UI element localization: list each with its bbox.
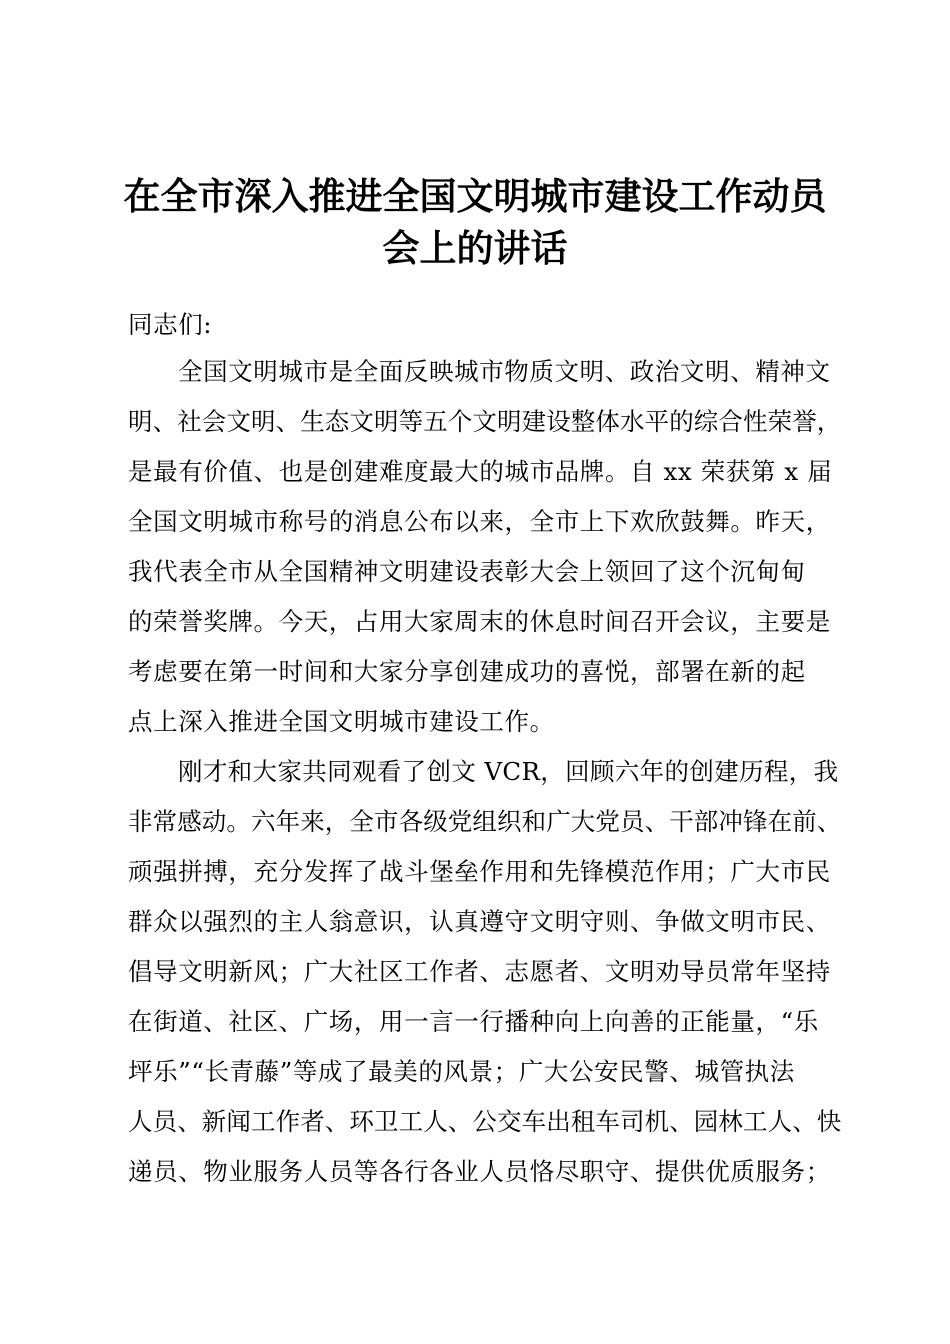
body-line: 坪乐”“长青藤”等成了最美的风景；广大公安民警、城管执法 (128, 1057, 795, 1086)
body-line: 倡导文明新风；广大社区工作者、志愿者、文明劝导员常年坚持 (128, 957, 831, 986)
body-line: 群众以强烈的主人翁意识，认真遵守文明守则、争做文明市民、 (128, 907, 831, 936)
body-line: 点上深入推进全国文明城市建设工作。 (128, 707, 555, 736)
body-line: 全国文明城市称号的消息公布以来，全市上下欢欣鼓舞。昨天， (128, 507, 831, 536)
body-line: 全国文明城市是全面反映城市物质文明、政治文明、精神文 (178, 357, 831, 386)
body-line: 是最有价值、也是创建难度最大的城市品牌。自 xx 荣获第 x 届 (128, 457, 833, 486)
body-line: 递员、物业服务人员等各行各业人员恪尽职守、提供优质服务； (128, 1157, 831, 1186)
body-line: 非常感动。六年来，全市各级党组织和广大党员、干部冲锋在前、 (128, 807, 842, 836)
document-title-line-1: 在全市深入推进全国文明城市建设工作动员 (123, 174, 827, 218)
body-line: 顽强拼搏，充分发挥了战斗堡垒作用和先锋模范作用；广大市民 (128, 857, 831, 886)
body-line: 刚才和大家共同观看了创文 VCR，回顾六年的创建历程，我 (178, 757, 839, 786)
document-title-line-2: 会上的讲话 (382, 226, 568, 270)
salutation: 同志们: (128, 310, 213, 339)
body-line: 我代表全市从全国精神文明建设表彰大会上领回了这个沉甸甸 (128, 557, 806, 586)
body-line: 的荣誉奖牌。今天，占用大家周末的休息时间召开会议，主要是 (128, 607, 831, 636)
body-line: 人员、新闻工作者、环卫工人、公交车出租车司机、园林工人、快 (128, 1107, 842, 1136)
body-line: 在街道、社区、广场，用一言一行播种向上向善的正能量，“乐 (128, 1007, 819, 1036)
body-line: 考虑要在第一时间和大家分享创建成功的喜悦，部署在新的起 (128, 657, 806, 686)
body-line: 明、社会文明、生态文明等五个文明建设整体水平的综合性荣誉， (128, 407, 842, 436)
